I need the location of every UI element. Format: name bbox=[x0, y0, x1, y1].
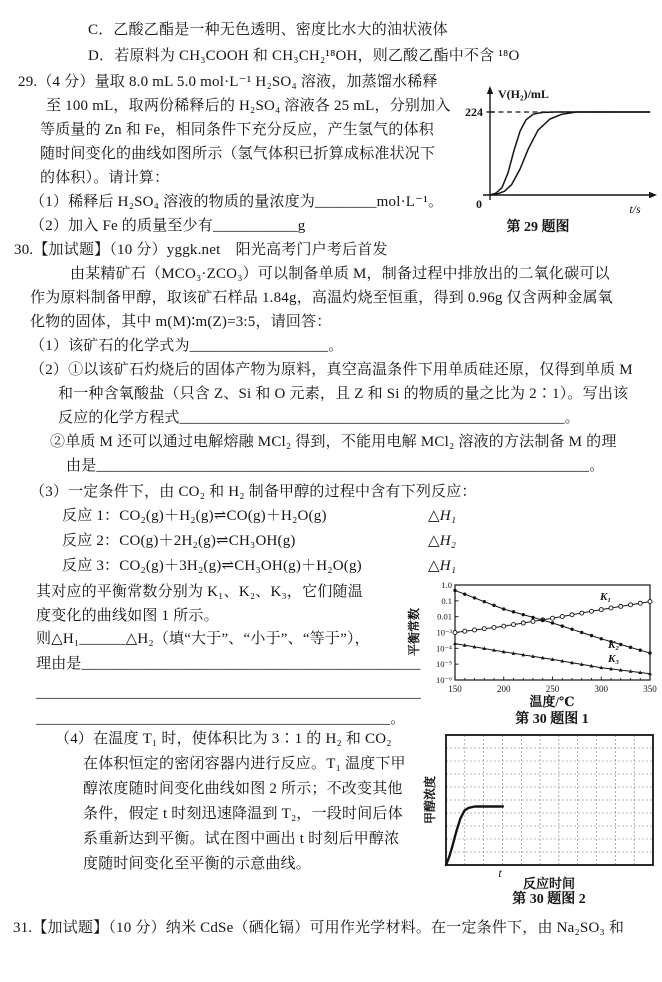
reaction-2: 反应 2：CO(g)＋2H₂(g)⇌CH₃OH(g) bbox=[62, 533, 296, 549]
q30-line: 和一种含氧酸盐（只含 Z、Si 和 O 元素，且 Z 和 Si 的物质的量之比为 2∶1）。写出该 bbox=[58, 386, 629, 402]
q30-line: 系重新达到平衡。试在图中画出 t 时刻后甲醇浓 bbox=[83, 831, 400, 847]
x-tick: 300 bbox=[594, 684, 608, 694]
t-mark-label: t bbox=[498, 866, 502, 880]
series-label-k1: K₁ bbox=[600, 591, 612, 603]
x-tick: 250 bbox=[545, 684, 560, 694]
q30-line: ②单质 M 还可以通过电解熔融 MCl₂ 得到，不能用电解 MCl₂ 溶液的方法制备 M 的理 bbox=[50, 434, 617, 450]
grid-lines bbox=[446, 735, 653, 865]
q30-blank-compare: 则△H₁______△H₂（填“大于”、“小于”、“等于”）， bbox=[36, 631, 370, 647]
q30-line: 醇浓度随时间变化曲线如图 2 所示；不改变其他 bbox=[83, 781, 403, 797]
q29-blank-2: （2）加入 Fe 的质量至少有___________g bbox=[30, 218, 306, 234]
x-tick: 150 bbox=[448, 684, 462, 694]
q30-blank-reason: 理由是____________________________________________ bbox=[36, 656, 421, 672]
q29-blank-1: （1）稀释后 H₂SO₄ 溶液的物质的量浓度为________mol·L⁻¹。 bbox=[30, 194, 444, 210]
x-axis-label: 反应时间 bbox=[522, 876, 576, 891]
y-tick: 10⁻⁴ bbox=[436, 643, 452, 654]
q29-line: 29.（4 分）量取 8.0 mL 5.0 mol·L⁻¹ H₂SO₄ 溶液，加蒸馏水稀释 bbox=[18, 74, 438, 90]
q29-line: 随时间变化的曲线如图所示（氢气体积已折算成标准状况下 bbox=[40, 146, 436, 162]
q30-header: 30.【加试题】（10 分）yggk.net 阳光高考门户考后首发 bbox=[14, 242, 388, 258]
q29-line: 至 100 mL，取两份稀释后的 H₂SO₄ 溶液各 25 mL，分别加入 bbox=[46, 98, 451, 114]
q29-line: 等质量的 Zn 和 Fe，相同条件下充分反应，产生氢气的体积 bbox=[40, 122, 434, 138]
y-axis-arrow bbox=[487, 86, 493, 94]
q30-line: 作为原料制备甲醇，取该矿石样品 1.84g，高温灼烧至恒重，得到 0.96g 仅含两种金属氧 bbox=[30, 290, 613, 306]
methanol-curve bbox=[446, 807, 503, 866]
reaction-1: 反应 1：CO₂(g)＋H₂(g)⇌CO(g)＋H₂O(g) bbox=[62, 508, 327, 524]
origin-label: 0 bbox=[476, 197, 482, 211]
x-axis-label: 温度/℃ bbox=[529, 694, 575, 709]
q30-line: 度随时间变化至平衡的示意曲线。 bbox=[83, 856, 312, 872]
q29-line: 的体积）。请计算： bbox=[40, 170, 170, 186]
q30-blank-1: （1）该矿石的化学式为__________________。 bbox=[30, 338, 344, 354]
y-axis-label: 甲醇浓度 bbox=[423, 775, 437, 825]
q30-blank-2: 反应的化学方程式__________________________________________________。 bbox=[58, 410, 580, 426]
figure-q30-methanol-concentration-chart bbox=[420, 726, 662, 906]
q31-header: 31.【加试题】（10 分）纳米 CdSe（硒化镉）可用作光学材料。在一定条件下，由 Na₂SO₃ 和 bbox=[13, 920, 625, 936]
q30-line: （4）在温度 T₁ 时，使体积比为 3∶1 的 H₂ 和 CO₂ bbox=[55, 731, 392, 747]
q30-blank-line: ______________________________________________。 bbox=[36, 711, 406, 727]
q30-line: 度变化的曲线如图 1 所示。 bbox=[36, 608, 219, 624]
y-tick: 10⁻³ bbox=[436, 627, 452, 638]
figure-caption: 第 29 题图 bbox=[506, 220, 570, 235]
delta-h2: △H₂ bbox=[428, 533, 457, 549]
axis-ticks bbox=[455, 585, 650, 680]
x-tick: 350 bbox=[643, 684, 657, 694]
figure-caption: 第 30 题图 2 bbox=[512, 892, 586, 907]
q30-part3-header: （3）一定条件下，由 CO₂ 和 H₂ 制备甲醇的过程中含有下列反应： bbox=[30, 484, 477, 500]
x-axis-arrow bbox=[649, 192, 657, 198]
reaction-3: 反应 3：CO₂(g)＋3H₂(g)⇌CH₃OH(g)＋H₂O(g) bbox=[62, 558, 362, 574]
y-tick: 10⁻⁶ bbox=[436, 675, 452, 685]
q30-line: 化物的固体，其中 m(M)∶m(Z)=3:5，请回答： bbox=[30, 314, 332, 330]
q30-line: 条件，假定 t 时刻迅速降温到 T₂，一段时间后体 bbox=[83, 806, 403, 822]
y-axis-label: 平衡常数 bbox=[407, 607, 421, 657]
y-axis-label: V(H₂)/mL bbox=[498, 87, 549, 101]
series-label-k3: K₃ bbox=[608, 653, 620, 665]
q30-line: 在体积恒定的密闭容器内进行反应。T₁ 温度下甲 bbox=[83, 756, 406, 772]
option-c: C．乙酸乙酯是一种无色透明、密度比水大的油状液体 bbox=[88, 22, 448, 38]
figure-caption: 第 30 题图 1 bbox=[515, 712, 589, 727]
y-tick-224: 224 bbox=[465, 105, 483, 119]
figure-q29-h2-volume-chart bbox=[450, 84, 662, 236]
k-curves bbox=[453, 589, 652, 675]
x-axis-label: t/s bbox=[629, 202, 641, 216]
q30-line: 由某精矿石（MCO₃·ZCO₃）可以制备单质 M，制备过程中排放出的二氧化碳可以 bbox=[70, 266, 610, 282]
series-label-k2: K₂ bbox=[608, 639, 620, 651]
y-tick: 1.0 bbox=[441, 580, 452, 590]
h2-volume-curves bbox=[490, 112, 650, 195]
delta-h1: △H₁ bbox=[428, 508, 457, 524]
q30-blank-line: __________________________________________________ bbox=[36, 685, 421, 701]
option-d: D．若原料为 CH₃COOH 和 CH₃CH₂¹⁸OH，则乙酸乙酯中不含 ¹⁸O bbox=[88, 48, 520, 64]
y-tick: 10⁻⁵ bbox=[436, 659, 452, 670]
q30-line: （2）①以该矿石灼烧后的固体产物为原料，真空高温条件下用单质硅还原，仅得到单质 M bbox=[30, 362, 633, 378]
delta-h3: △H₁ bbox=[428, 558, 457, 574]
q30-line: 其对应的平衡常数分别为 K₁、K₂、K₃，它们随温 bbox=[36, 584, 363, 600]
y-tick: 0.01 bbox=[437, 611, 452, 622]
figure-q30-equilibrium-constant-chart bbox=[405, 566, 662, 728]
y-tick: 0.1 bbox=[441, 595, 452, 606]
q30-blank-3: 由是________________________________________________________________。 bbox=[66, 458, 605, 474]
x-tick: 200 bbox=[497, 684, 511, 694]
